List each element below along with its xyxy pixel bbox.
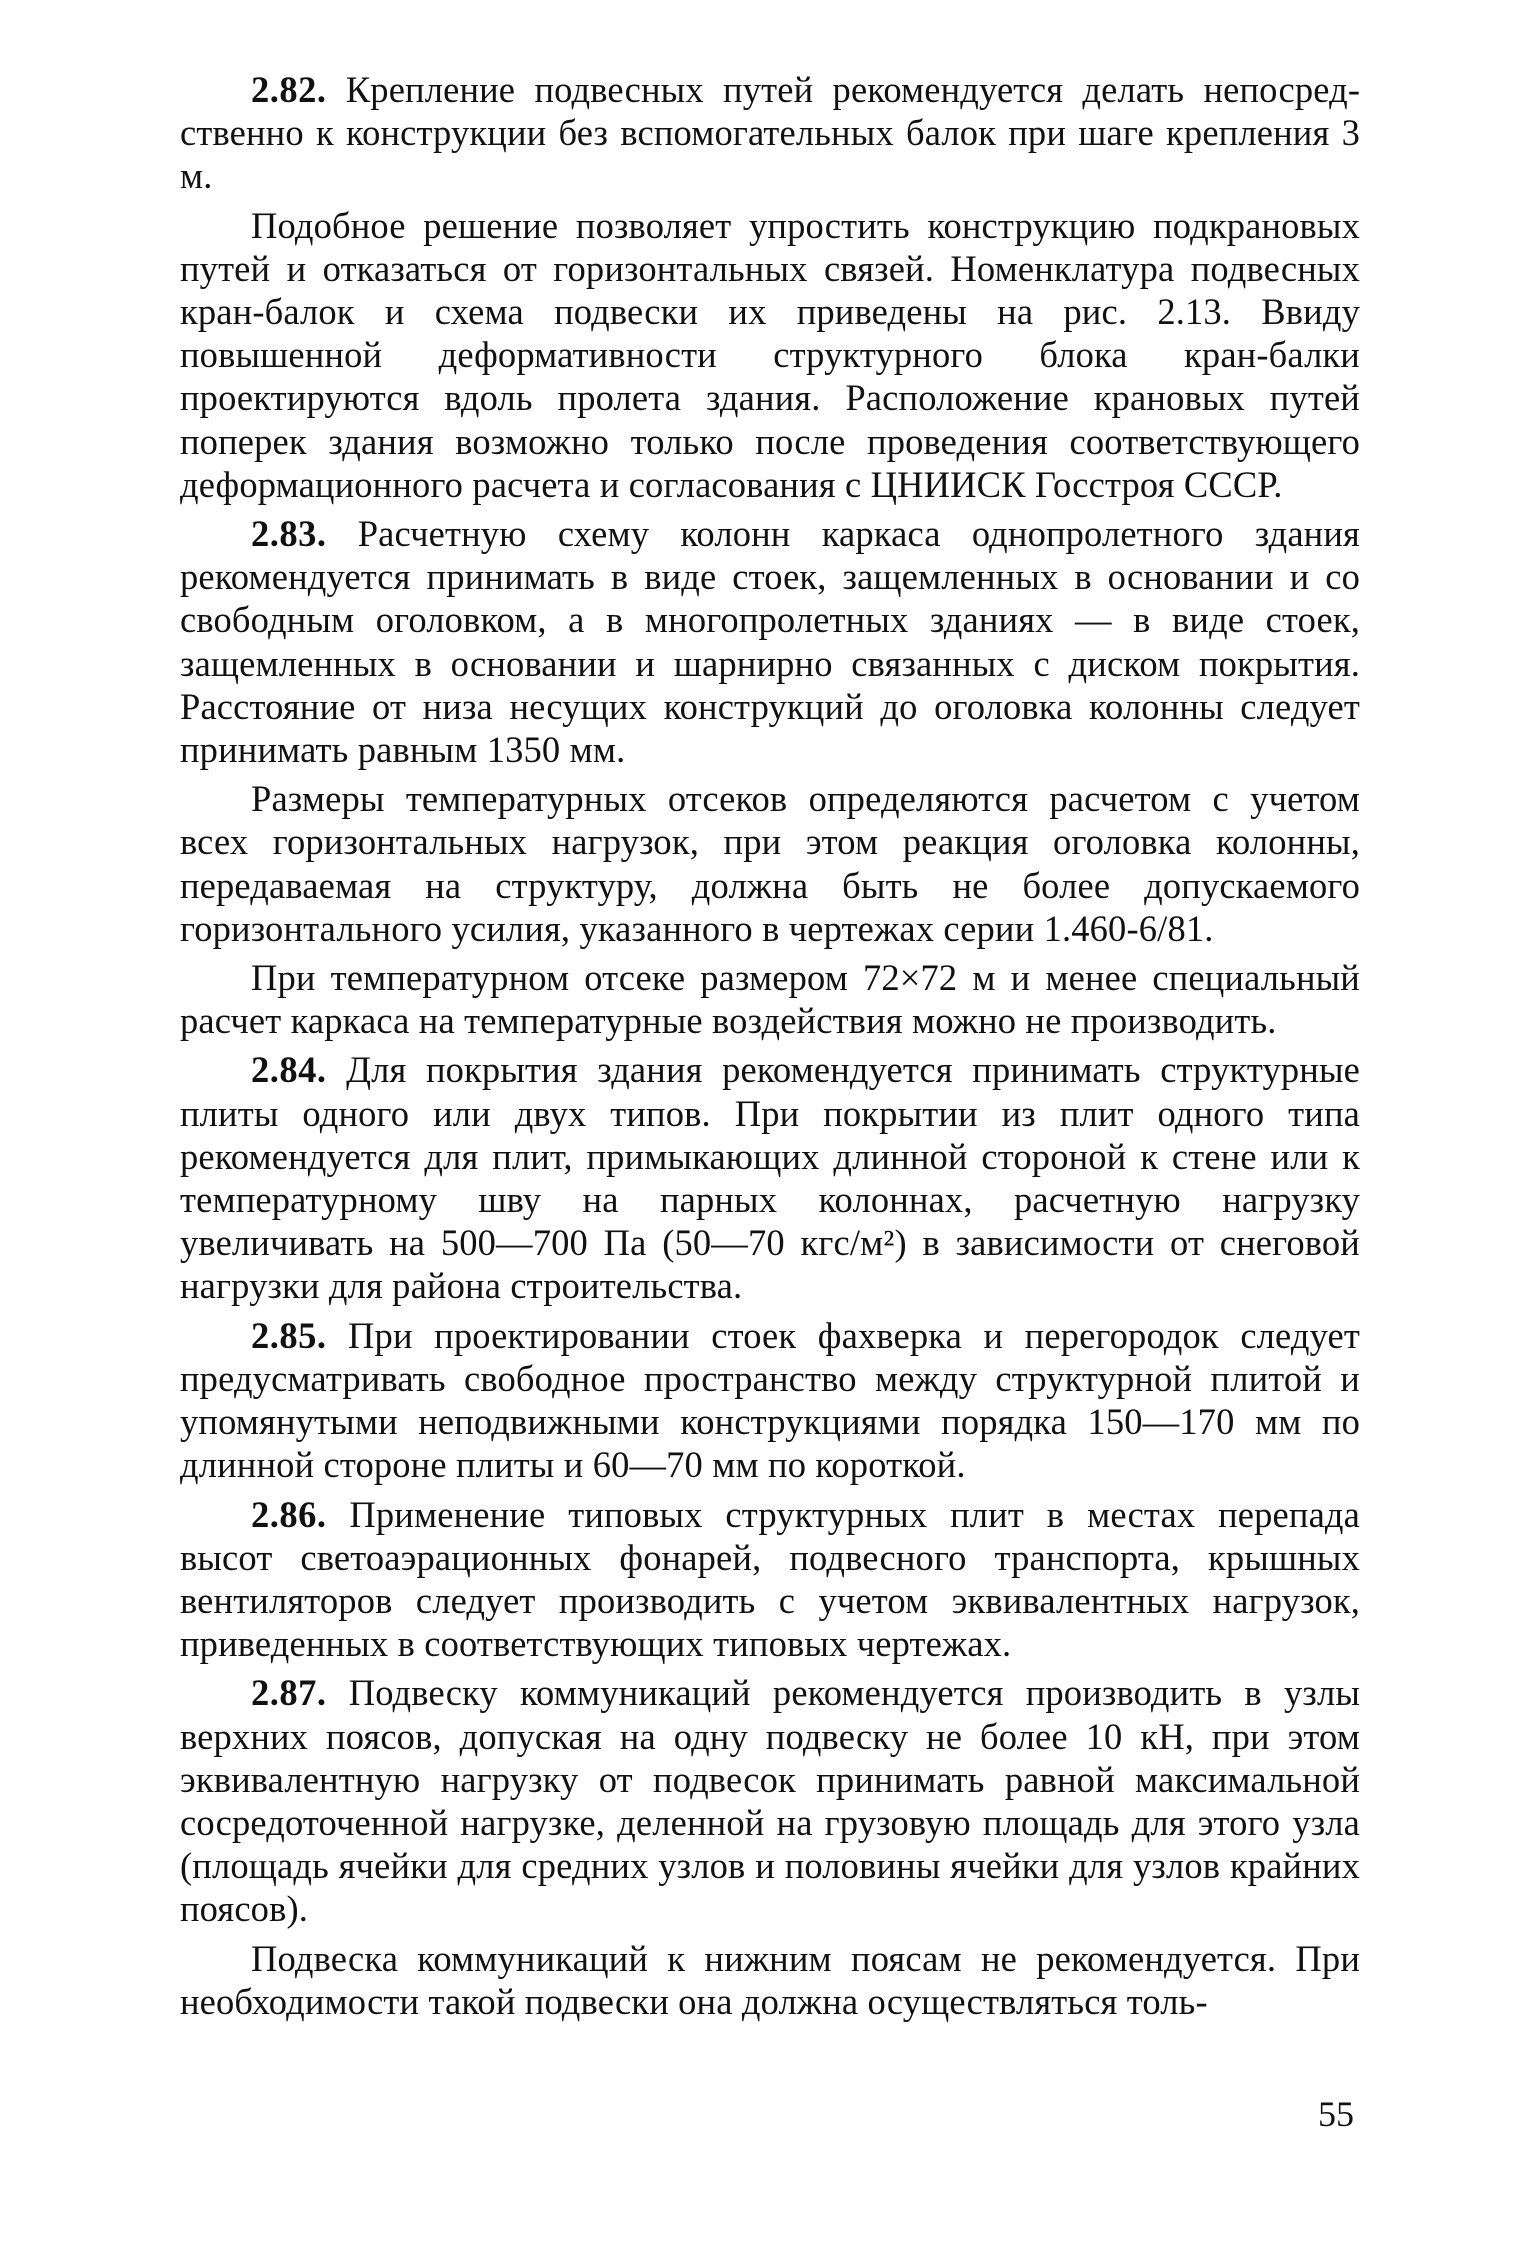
- paragraph-2-86: [180, 1493, 1360, 1666]
- clause-number: 2.86.: [251, 1493, 327, 1535]
- paragraph-text: Подвеску коммуникаций рекомендуется производить в узлы верхних поясов, допуская на одну подвеску не более 10 кН, при этом эквивалентную нагрузку от подвесок принимать равной максимальной сосредоточенной нагрузке, деленной на грузовую площадь для этого узла (площадь ячейки для средних узлов и половины ячейки для узлов крайних поясов).: [180, 1672, 1361, 1930]
- paragraph-2-82: [180, 68, 1360, 198]
- page-number: 55: [1318, 2094, 1354, 2134]
- paragraph-lower-chords: [180, 1937, 1360, 2023]
- paragraph-text: Расчетную схему колонн каркаса однопролетного здания рекомендуется принимать в виде стоек, защемленных в основании и со свободным оголовком, а в многопролетных зданиях — в виде стоек, защемленных в основании и шарнирно связанных с диском покрытия. Расстояние от низа несущих конструкций до оголовка колонны следует принимать равным 1350 мм.: [180, 513, 1360, 771]
- paragraph-temperature-calc: [180, 956, 1360, 1042]
- clause-number: 2.83.: [251, 513, 327, 555]
- paragraph-2-87: [180, 1671, 1360, 1930]
- paragraph-text: Крепление подвесных путей рекомендуется делать непосредственно к конструкции без вспомогательных балок при шаге крепления 3 м.: [180, 69, 1360, 197]
- paragraph-text: Подвеска коммуникаций к нижним поясам не рекомендуется. При необходимости такой подвески она должна осуществляться толь-: [180, 1937, 1360, 2022]
- clause-number: 2.85.: [251, 1314, 327, 1356]
- clause-number: 2.82.: [251, 69, 327, 110]
- paragraph-text: При температурном отсеке размером 72×72 м и менее специальный расчет каркаса на температурные воздействия можно не производить.: [180, 957, 1360, 1042]
- clause-number: 2.87.: [251, 1672, 327, 1714]
- paragraph-2-84: [180, 1048, 1360, 1307]
- body-text: [180, 68, 1360, 2023]
- paragraph-text: Размеры температурных отсеков определяются расчетом с учетом всех горизонтальных нагрузок, при этом реакция оголовка колонны, передаваемая на структуру, должна быть не более допускаемого горизонтального усилия, указанного в чертежах серии 1.460-6/81.: [180, 778, 1360, 949]
- clause-number: 2.84.: [251, 1049, 327, 1091]
- paragraph-text: Для покрытия здания рекомендуется принимать структурные плиты одного или двух типов. При покрытии из плит одного типа рекомендуется для плит, примыкающих длинной стороной к стене или к температурному шву на парных колоннах, расчетную нагрузку увеличивать на 500—700 Па (50—70 кгс/м²) в зависимости от снеговой нагрузки для района строительства.: [180, 1049, 1360, 1307]
- paragraph-2-83: [180, 512, 1360, 771]
- paragraph-2-85: [180, 1314, 1360, 1487]
- paragraph-crane-tracks: [180, 204, 1360, 506]
- paragraph-temperature-sections: [180, 777, 1360, 950]
- paragraph-text: Подобное решение позволяет упростить конструкцию подкрановых путей и отказаться от горизонтальных связей. Номенклатура подвесных кран-балок и схема подвески их приведены на рис. 2.13. Ввиду повышенной деформативности структурного блока кран-балки проектируются вдоль пролета здания. Расположение крановых путей поперек здания возможно только после проведения соответствующего деформационного расчета и согласования с ЦНИИСК Госстроя СССР.: [180, 204, 1360, 505]
- paragraph-text: При проектировании стоек фахверка и перегородок следует предусматривать свободное пространство между структурной плитой и упомянутыми неподвижными конструкциями порядка 150—170 мм по длинной стороне плиты и 60—70 мм по короткой.: [180, 1314, 1360, 1486]
- paragraph-text: Применение типовых структурных плит в местах перепада высот светоаэрационных фонарей, подвесного транспорта, крышных вентиляторов следует производить с учетом эквивалентных нагрузок, приведенных в соответствующих типовых чертежах.: [180, 1493, 1361, 1665]
